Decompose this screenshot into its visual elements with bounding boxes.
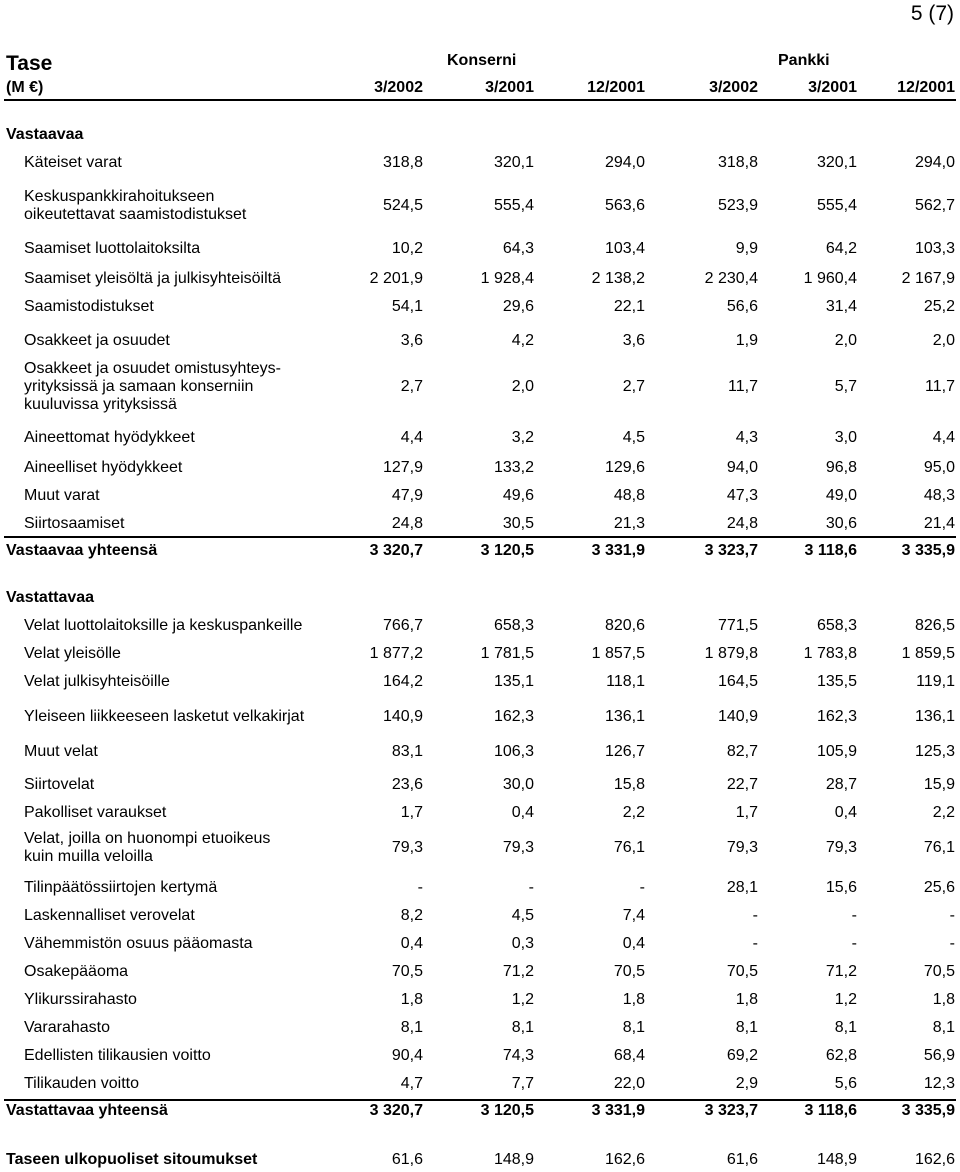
cell-value: 11,7 [728, 378, 758, 395]
cell-value: 1,8 [932, 991, 955, 1008]
cell-value: 8,2 [400, 907, 423, 924]
cell-value: 127,9 [382, 459, 423, 476]
cell-value: 22,0 [613, 1075, 645, 1092]
row-label: Saamiset yleisöltä ja julkisyhteisöiltä [24, 270, 281, 287]
cell-value: 95,0 [923, 459, 955, 476]
cell-value: 0,4 [400, 935, 423, 952]
cell-value: 61,6 [726, 1151, 758, 1168]
cell-value: 24,8 [726, 515, 758, 532]
cell-value: 74,3 [502, 1047, 534, 1064]
cell-value: 4,4 [400, 429, 423, 446]
cell-value: 8,1 [511, 1019, 534, 1036]
cell-value: 2 138,2 [591, 270, 645, 287]
group-header-pankki: Pankki [778, 52, 830, 69]
cell-value: 62,8 [825, 1047, 857, 1064]
cell-value: 21,3 [613, 515, 645, 532]
assets-total-rule [4, 536, 956, 538]
cell-value: 79,3 [825, 839, 857, 856]
row-label: Vararahasto [24, 1019, 110, 1036]
cell-value: 103,4 [604, 240, 645, 257]
cell-value: 48,8 [613, 487, 645, 504]
cell-value: 64,3 [502, 240, 534, 257]
cell-value: 162,6 [604, 1151, 645, 1168]
row-label: Muut varat [24, 487, 100, 504]
cell-value: 3 120,5 [480, 1102, 534, 1119]
cell-value: 1,7 [400, 804, 423, 821]
cell-value: 47,9 [391, 487, 423, 504]
cell-value: 8,1 [400, 1019, 423, 1036]
table-title: Tase [6, 52, 53, 75]
cell-value: 49,0 [825, 487, 857, 504]
column-header: 3/2002 [374, 79, 423, 96]
cell-value: 140,9 [382, 708, 423, 725]
cell-value: 555,4 [493, 197, 534, 214]
cell-value: 48,3 [923, 487, 955, 504]
cell-value: 1 781,5 [480, 645, 534, 662]
cell-value: 148,9 [816, 1151, 857, 1168]
cell-value: 7,7 [511, 1075, 534, 1092]
cell-value: 47,3 [726, 487, 758, 504]
row-label: Velat, joilla on huonompi etuoikeus kuin muilla veloilla [24, 830, 271, 865]
row-label: Osakkeet ja osuudet [24, 332, 170, 349]
cell-value: 148,9 [493, 1151, 534, 1168]
cell-value: 658,3 [493, 617, 534, 634]
cell-value: - [752, 907, 758, 924]
group-header-konserni: Konserni [447, 52, 517, 69]
cell-value: 3 323,7 [704, 542, 758, 559]
header-rule [4, 99, 956, 101]
cell-value: 2 201,9 [369, 270, 423, 287]
cell-value: 2 230,4 [704, 270, 758, 287]
row-label: Saamistodistukset [24, 298, 154, 315]
cell-value: 70,5 [726, 963, 758, 980]
row-label: Edellisten tilikausien voitto [24, 1047, 211, 1064]
cell-value: 2,0 [932, 332, 955, 349]
cell-value: 28,1 [726, 879, 758, 896]
cell-value: 9,9 [735, 240, 758, 257]
cell-value: 3 331,9 [591, 1102, 645, 1119]
cell-value: 29,6 [502, 298, 534, 315]
row-label: Tilikauden voitto [24, 1075, 140, 1092]
cell-value: 135,1 [493, 673, 534, 690]
row-label: Aineelliset hyödykkeet [24, 459, 183, 476]
cell-value: 56,6 [726, 298, 758, 315]
cell-value: 4,3 [735, 429, 758, 446]
cell-value: 3 120,5 [480, 542, 534, 559]
cell-value: 1,8 [400, 991, 423, 1008]
cell-value: 8,1 [735, 1019, 758, 1036]
row-label: Osakkeet ja osuudet omistusyhteys- yrityksissä ja samaan konserniin kuuluvissa yrityksissä [24, 360, 282, 413]
cell-value: 103,3 [914, 240, 955, 257]
cell-value: 0,4 [834, 804, 857, 821]
row-label: Muut velat [24, 743, 98, 760]
row-label: Siirtovelat [24, 776, 95, 793]
cell-value: 1 928,4 [480, 270, 534, 287]
row-label: Siirtosaamiset [24, 515, 125, 532]
cell-value: 164,5 [717, 673, 758, 690]
cell-value: 135,5 [816, 673, 857, 690]
cell-value: 25,6 [923, 879, 955, 896]
cell-value: 318,8 [717, 154, 758, 171]
row-label: Velat julkisyhteisöille [24, 673, 170, 690]
cell-value: - [417, 879, 423, 896]
total-row-label: Taseen ulkopuoliset sitoumukset [6, 1151, 258, 1168]
cell-value: 64,2 [825, 240, 857, 257]
cell-value: 523,9 [717, 197, 758, 214]
cell-value: 658,3 [816, 617, 857, 634]
cell-value: 8,1 [622, 1019, 645, 1036]
column-header: 12/2001 [587, 79, 645, 96]
cell-value: - [639, 879, 645, 896]
cell-value: 105,9 [816, 743, 857, 760]
cell-value: 3 320,7 [369, 1102, 423, 1119]
cell-value: 3 335,9 [901, 1102, 955, 1119]
cell-value: 294,0 [914, 154, 955, 171]
cell-value: 79,3 [726, 839, 758, 856]
cell-value: 563,6 [604, 197, 645, 214]
cell-value: 8,1 [834, 1019, 857, 1036]
cell-value: 2,0 [511, 378, 534, 395]
cell-value: 1,8 [735, 991, 758, 1008]
cell-value: 56,9 [923, 1047, 955, 1064]
cell-value: 11,7 [925, 378, 955, 395]
cell-value: 320,1 [816, 154, 857, 171]
cell-value: 2 167,9 [901, 270, 955, 287]
cell-value: 4,4 [932, 429, 955, 446]
column-header: 3/2002 [709, 79, 758, 96]
column-header: 3/2001 [485, 79, 534, 96]
cell-value: 2,2 [622, 804, 645, 821]
cell-value: 25,2 [923, 298, 955, 315]
cell-value: 83,1 [391, 743, 423, 760]
cell-value: - [949, 907, 955, 924]
cell-value: 826,5 [914, 617, 955, 634]
cell-value: 1 859,5 [901, 645, 955, 662]
cell-value: 294,0 [604, 154, 645, 171]
cell-value: 0,4 [511, 804, 534, 821]
cell-value: 106,3 [493, 743, 534, 760]
cell-value: 71,2 [502, 963, 534, 980]
cell-value: 1,8 [622, 991, 645, 1008]
cell-value: 30,6 [825, 515, 857, 532]
row-label: Käteiset varat [24, 154, 122, 171]
cell-value: 94,0 [726, 459, 758, 476]
cell-value: 96,8 [825, 459, 857, 476]
cell-value: 3 335,9 [901, 542, 955, 559]
cell-value: 3 118,6 [804, 1102, 857, 1119]
cell-value: 2,7 [400, 378, 423, 395]
row-label: Keskuspankkirahoitukseen oikeutettavat saamistodistukset [24, 188, 247, 223]
unit-label: (M €) [6, 79, 44, 96]
cell-value: 562,7 [914, 197, 955, 214]
cell-value: 126,7 [604, 743, 645, 760]
cell-value: 3,0 [834, 429, 857, 446]
row-label: Yleiseen liikkeeseen lasketut velkakirjat [24, 708, 305, 725]
row-label: Velat luottolaitoksille ja keskuspankeille [24, 617, 303, 634]
cell-value: 15,8 [613, 776, 645, 793]
cell-value: 21,4 [923, 515, 955, 532]
cell-value: 1,2 [511, 991, 534, 1008]
cell-value: 1,9 [735, 332, 758, 349]
cell-value: 15,9 [923, 776, 955, 793]
cell-value: 3,2 [511, 429, 534, 446]
cell-value: 70,5 [923, 963, 955, 980]
cell-value: 12,3 [923, 1075, 955, 1092]
cell-value: 3 331,9 [591, 542, 645, 559]
row-label: Velat yleisölle [24, 645, 121, 662]
section-heading-liabilities: Vastattavaa [6, 589, 95, 606]
cell-value: 3 323,7 [704, 1102, 758, 1119]
cell-value: 90,4 [391, 1047, 423, 1064]
cell-value: 318,8 [382, 154, 423, 171]
cell-value: 68,4 [613, 1047, 645, 1064]
cell-value: 320,1 [493, 154, 534, 171]
cell-value: 4,7 [400, 1075, 423, 1092]
cell-value: 10,2 [391, 240, 423, 257]
cell-value: 61,6 [391, 1151, 423, 1168]
cell-value: 1 783,8 [803, 645, 857, 662]
liabilities-total-rule [4, 1099, 956, 1101]
cell-value: 555,4 [816, 197, 857, 214]
cell-value: 79,3 [502, 839, 534, 856]
row-label: Ylikurssirahasto [24, 991, 137, 1008]
page-number: 5 (7) [910, 2, 954, 25]
cell-value: 22,1 [613, 298, 645, 315]
cell-value: 71,2 [825, 963, 857, 980]
cell-value: 125,3 [914, 743, 955, 760]
cell-value: 76,1 [923, 839, 955, 856]
cell-value: 15,6 [825, 879, 857, 896]
column-header: 3/2001 [808, 79, 857, 96]
cell-value: 1 879,8 [704, 645, 758, 662]
cell-value: 3,6 [400, 332, 423, 349]
cell-value: 3 320,7 [369, 542, 423, 559]
cell-value: 524,5 [382, 197, 423, 214]
cell-value: 2,9 [735, 1075, 758, 1092]
cell-value: 1 857,5 [591, 645, 645, 662]
row-label: Pakolliset varaukset [24, 804, 167, 821]
cell-value: 7,4 [622, 907, 645, 924]
cell-value: 136,1 [604, 708, 645, 725]
row-label: Laskennalliset verovelat [24, 907, 195, 924]
section-heading-assets: Vastaavaa [6, 126, 84, 143]
cell-value: 1,7 [735, 804, 758, 821]
row-label: Vähemmistön osuus pääomasta [24, 935, 253, 952]
cell-value: 3,6 [622, 332, 645, 349]
cell-value: 22,7 [726, 776, 758, 793]
row-label: Aineettomat hyödykkeet [24, 429, 195, 446]
row-label: Saamiset luottolaitoksilta [24, 240, 201, 257]
cell-value: - [949, 935, 955, 952]
cell-value: 119,1 [916, 673, 955, 690]
cell-value: 70,5 [613, 963, 645, 980]
row-label: Tilinpäätössiirtojen kertymä [24, 879, 218, 896]
cell-value: 23,6 [391, 776, 423, 793]
cell-value: 8,1 [932, 1019, 955, 1036]
cell-value: 1 877,2 [369, 645, 423, 662]
cell-value: 820,6 [604, 617, 645, 634]
cell-value: 2,0 [834, 332, 857, 349]
cell-value: 162,3 [816, 708, 857, 725]
cell-value: 136,1 [914, 708, 955, 725]
cell-value: - [752, 935, 758, 952]
cell-value: 49,6 [502, 487, 534, 504]
cell-value: 82,7 [726, 743, 758, 760]
total-row-label: Vastattavaa yhteensä [6, 1102, 168, 1119]
cell-value: 31,4 [825, 298, 857, 315]
cell-value: 5,7 [834, 378, 857, 395]
cell-value: 30,5 [502, 515, 534, 532]
cell-value: 4,2 [511, 332, 534, 349]
cell-value: 133,2 [493, 459, 534, 476]
cell-value: 4,5 [622, 429, 645, 446]
cell-value: 1,2 [834, 991, 857, 1008]
cell-value: 5,6 [834, 1075, 857, 1092]
cell-value: 30,0 [502, 776, 534, 793]
cell-value: 2,2 [932, 804, 955, 821]
cell-value: 1 960,4 [803, 270, 857, 287]
cell-value: 79,3 [391, 839, 423, 856]
cell-value: - [851, 907, 857, 924]
cell-value: 24,8 [391, 515, 423, 532]
cell-value: 162,6 [914, 1151, 955, 1168]
cell-value: 76,1 [613, 839, 645, 856]
cell-value: 140,9 [717, 708, 758, 725]
cell-value: 129,6 [604, 459, 645, 476]
cell-value: 118,1 [606, 673, 645, 690]
cell-value: - [851, 935, 857, 952]
row-label: Osakepääoma [24, 963, 129, 980]
cell-value: 69,2 [726, 1047, 758, 1064]
cell-value: 28,7 [825, 776, 857, 793]
cell-value: - [528, 879, 534, 896]
cell-value: 766,7 [382, 617, 423, 634]
cell-value: 70,5 [391, 963, 423, 980]
cell-value: 2,7 [622, 378, 645, 395]
cell-value: 3 118,6 [804, 542, 857, 559]
cell-value: 771,5 [717, 617, 758, 634]
cell-value: 162,3 [493, 708, 534, 725]
cell-value: 0,4 [622, 935, 645, 952]
cell-value: 4,5 [511, 907, 534, 924]
column-header: 12/2001 [897, 79, 955, 96]
cell-value: 164,2 [382, 673, 423, 690]
total-row-label: Vastaavaa yhteensä [6, 542, 158, 559]
cell-value: 0,3 [511, 935, 534, 952]
cell-value: 54,1 [391, 298, 423, 315]
